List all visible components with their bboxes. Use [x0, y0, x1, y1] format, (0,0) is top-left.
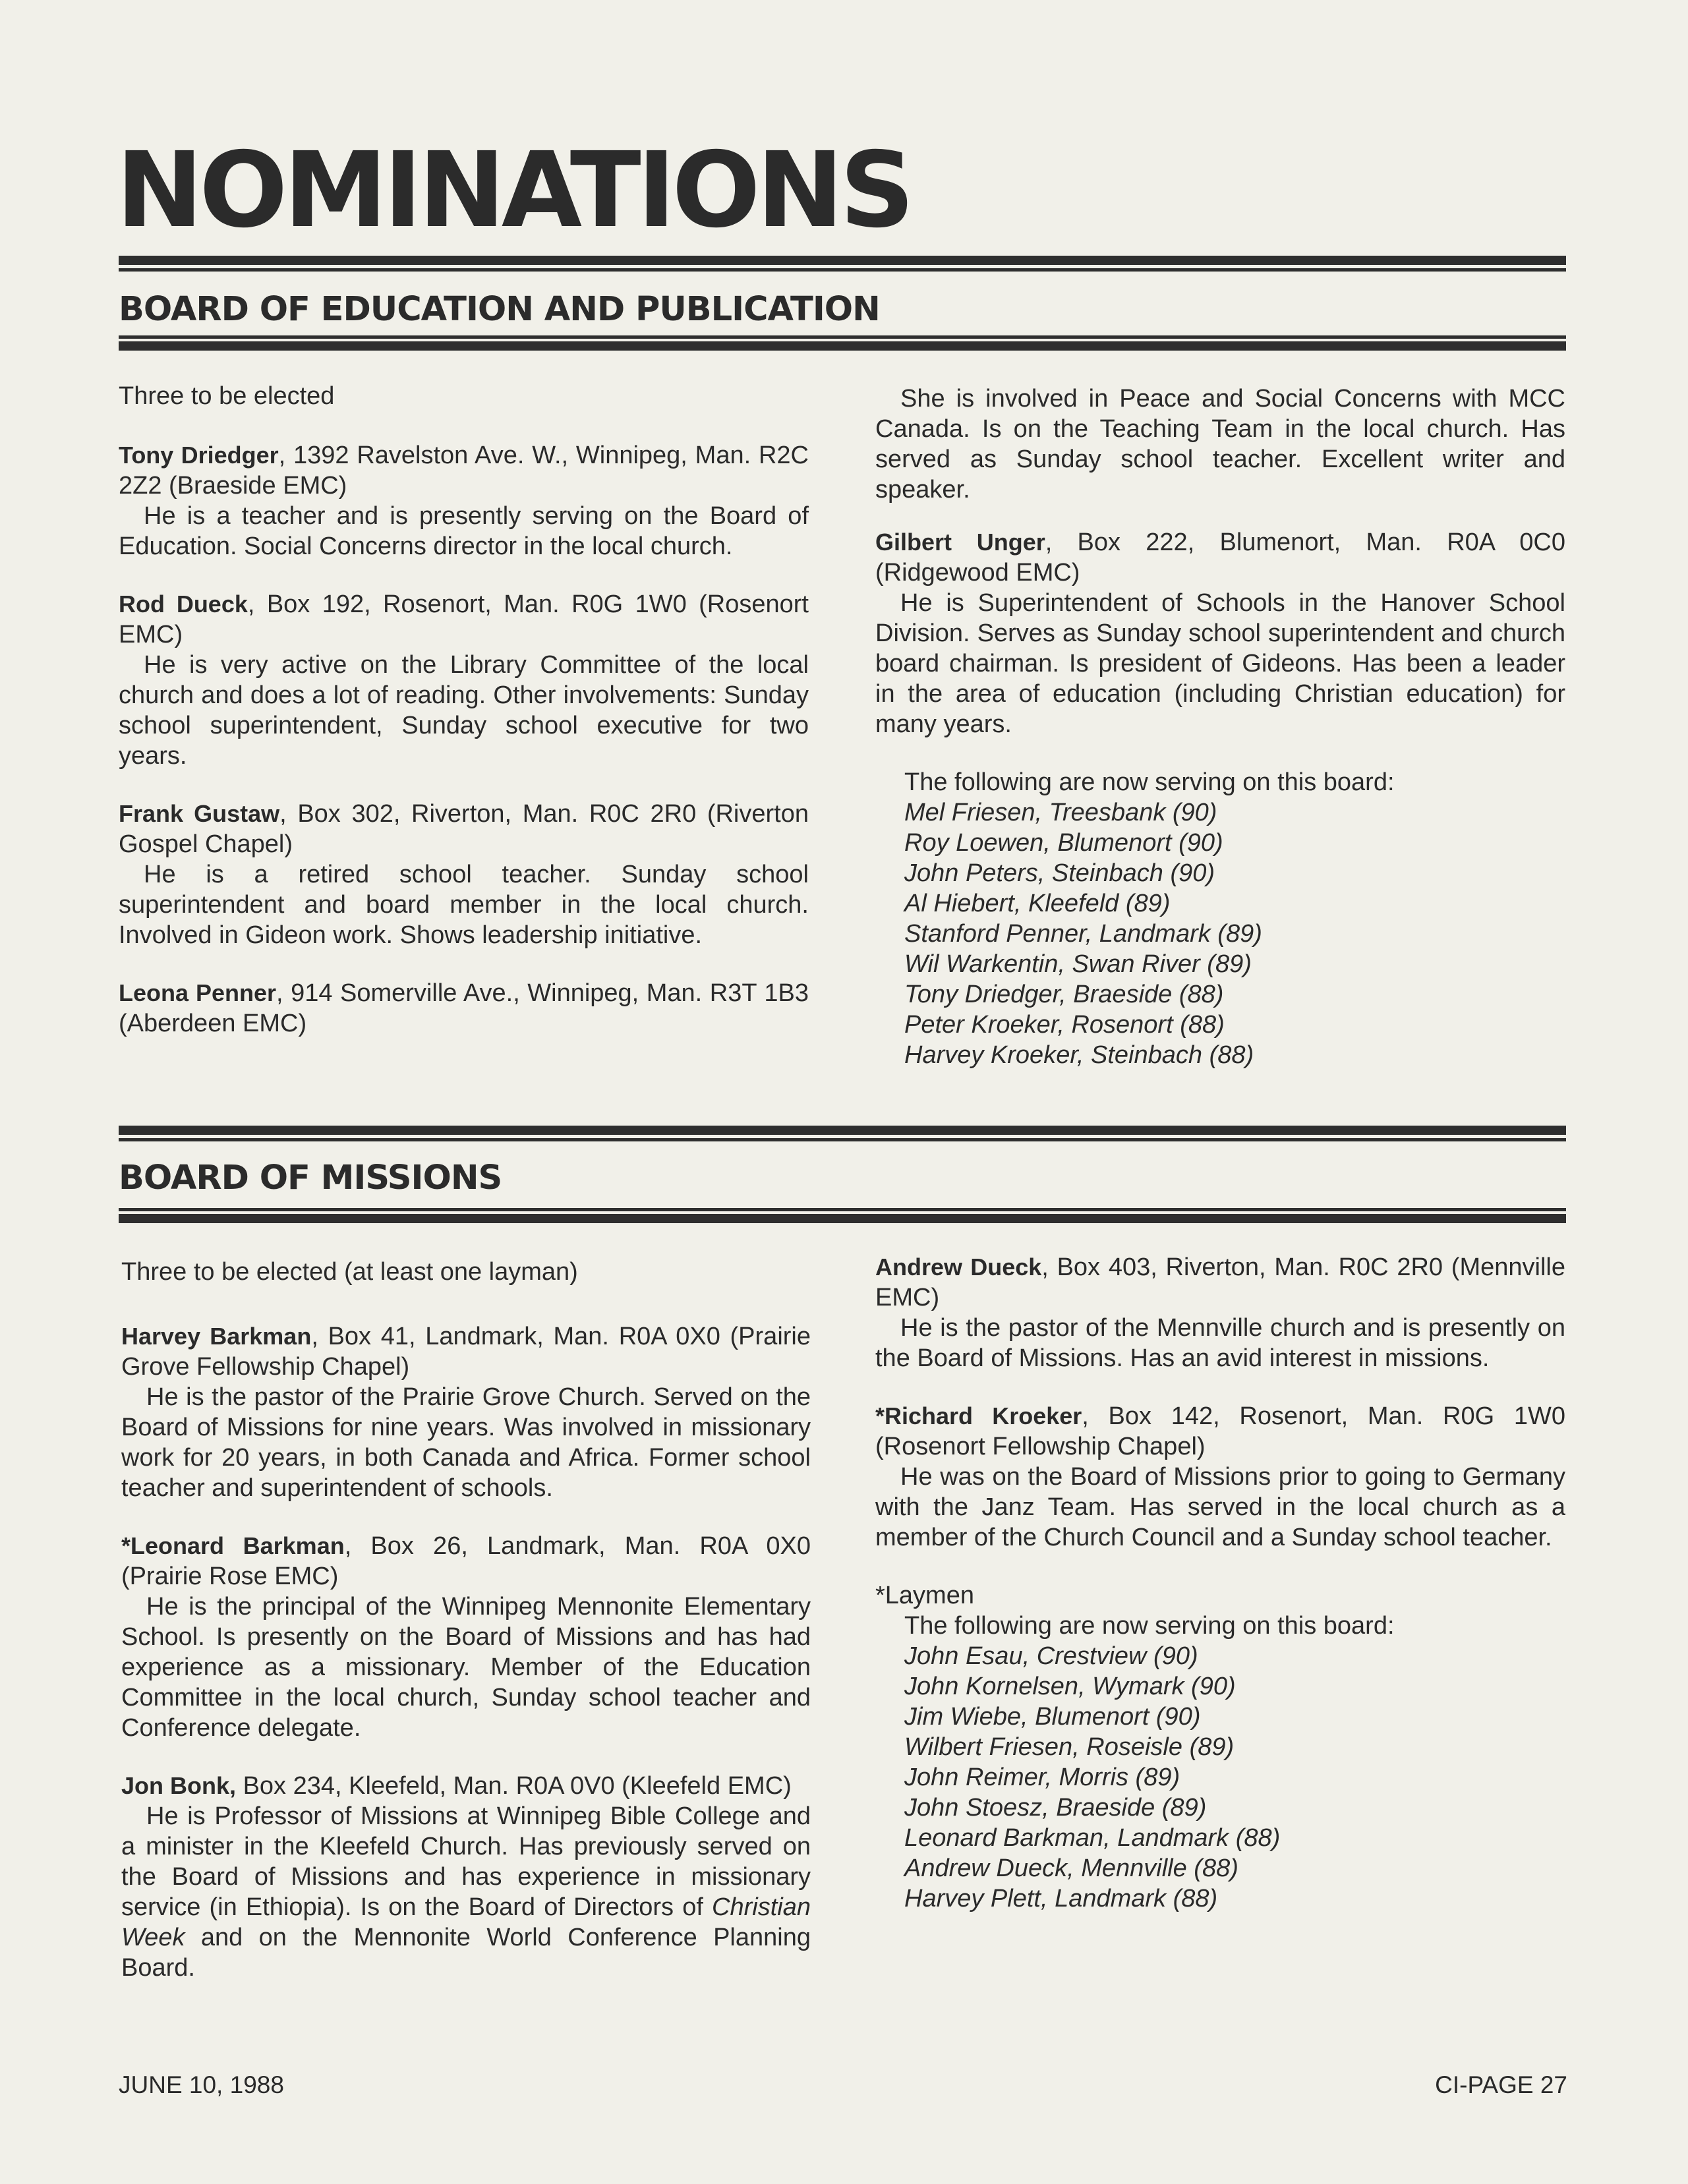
nominee-description: He is the principal of the Winnipeg Mennonite Elementary School. Is presently on the Board of Missions and has had experience as a missionary. Member of the Education Committee in the local church, Sunday school teacher and Conference delegate. — [121, 1593, 811, 1742]
nominee-name: Jon Bonk, — [121, 1772, 237, 1799]
serving-member: Harvey Kroeker, Steinbach (88) — [904, 1041, 1254, 1069]
nominee-description: He was on the Board of Missions prior to going to Germany with the Janz Team. Has served in the local church as a member of the Church Council and a Sunday school teacher. — [875, 1463, 1565, 1551]
serving-member: Peter Kroeker, Rosenort (88) — [904, 1011, 1225, 1039]
footer-page-number: CI-PAGE 27 — [1435, 2071, 1567, 2098]
nominee-address: , 1392 Ravelston Ave. W., Winnipeg, Man. R2C 2Z2 (Braeside EMC) — [119, 442, 809, 500]
rule-education-thick — [119, 341, 1566, 351]
serving-member: John Peters, Steinbach (90) — [904, 859, 1215, 887]
missions-left-column — [121, 1257, 811, 2011]
nominee-address: , Box 192, Rosenort, Man. R0G 1W0 (Rosenort EMC) — [119, 590, 809, 648]
education-right-column — [875, 384, 1565, 1070]
serving-label: The following are now serving on this board: — [904, 768, 1395, 796]
nominee-entry — [875, 527, 1565, 739]
rule-missions-thick — [119, 1214, 1566, 1223]
laymen-note: *Laymen — [875, 1582, 974, 1609]
serving-member: Roy Loewen, Blumenort (90) — [904, 829, 1223, 857]
nominee-entry — [119, 799, 809, 950]
rule-missions-thick-top — [119, 1126, 1566, 1135]
education-left-column — [119, 381, 809, 1066]
nominee-address: , Box 26, Landmark, Man. R0A 0X0 (Prairie Rose EMC) — [121, 1532, 811, 1590]
serving-member: John Esau, Crestview (90) — [904, 1642, 1198, 1670]
nominee-entry-continued — [875, 384, 1565, 505]
nominee-name: Harvey Barkman — [121, 1323, 312, 1350]
nominee-description: She is involved in Peace and Social Concerns with MCC Canada. Is on the Teaching Team in the local church. Has served as Sunday school teacher. Excellent writer and speaker. — [875, 385, 1565, 503]
serving-list — [904, 1641, 1565, 1914]
nominee-address: , 914 Somerville Ave., Winnipeg, Man. R3T 1B3 (Aberdeen EMC) — [119, 979, 809, 1037]
serving-member: Tony Driedger, Braeside (88) — [904, 981, 1224, 1008]
footer-date: JUNE 10, 1988 — [119, 2071, 284, 2098]
nominee-description: He is the pastor of the Prairie Grove Church. Served on the Board of Missions for nine years. Was involved in missionary work for 20 years, in both Canada and Africa. Former school teacher and superintendent of schools. — [121, 1383, 811, 1502]
nominee-entry — [119, 440, 809, 561]
serving-member: Al Hiebert, Kleefeld (89) — [904, 890, 1171, 917]
serving-member: Harvey Plett, Landmark (88) — [904, 1885, 1218, 1912]
nominee-address: , Box 142, Rosenort, Man. R0G 1W0 (Rosenort Fellowship Chapel) — [875, 1402, 1565, 1460]
nominee-address: , Box 222, Blumenort, Man. R0A 0C0 (Ridgewood EMC) — [875, 529, 1566, 587]
nominee-description: He is a retired school teacher. Sunday school superintendent and board member in the local church. Involved in Gideon work. Shows leadership initiative. — [119, 861, 809, 949]
serving-label: The following are now serving on this board: — [904, 1612, 1395, 1640]
description-text: He is Professor of Missions at Winnipeg Bible College and a minister in the Kleefeld Church. Has previously served on the Board of Missions and has experience in missionary service (in Ethiopia). Is on the Board of Directors of — [121, 1802, 811, 1921]
nominee-name: *Richard Kroeker — [875, 1402, 1082, 1429]
nominee-name: Frank Gustaw — [119, 800, 280, 827]
nominee-entry — [875, 1401, 1565, 1553]
nominee-entry — [875, 1252, 1565, 1373]
nominee-entry — [121, 1321, 811, 1503]
nominee-entry — [119, 978, 809, 1039]
nominee-name: Andrew Dueck — [875, 1253, 1042, 1280]
page-title: NOMINATIONS — [116, 130, 911, 251]
nominee-address: , Box 41, Landmark, Man. R0A 0X0 (Prairie Grove Fellowship Chapel) — [121, 1323, 811, 1381]
section-heading-education: BOARD OF EDUCATION AND PUBLICATION — [119, 290, 880, 329]
missions-intro: Three to be elected (at least one layman) — [121, 1258, 578, 1286]
publication-title: Christian Week — [121, 1893, 811, 1951]
serving-members-missions — [875, 1611, 1565, 1914]
serving-list — [904, 797, 1565, 1070]
nominee-name: Tony Driedger — [119, 442, 279, 469]
serving-member: Leonard Barkman, Landmark (88) — [904, 1824, 1281, 1852]
rule-missions-thin — [119, 1208, 1566, 1211]
nominee-entry — [119, 589, 809, 771]
rule-top-thick — [119, 256, 1566, 265]
serving-member: Wilbert Friesen, Roseisle (89) — [904, 1733, 1235, 1761]
description-text: and on the Mennonite World Conference Planning Board. — [121, 1924, 811, 1982]
nominee-address: , Box 403, Riverton, Man. R0C 2R0 (Mennville EMC) — [875, 1253, 1565, 1311]
nominee-name: Rod Dueck — [119, 590, 248, 618]
nominee-address: , Box 302, Riverton, Man. R0C 2R0 (Riverton Gospel Chapel) — [119, 800, 809, 858]
education-intro: Three to be elected — [119, 382, 335, 410]
nominee-description: He is Superintendent of Schools in the Hanover School Division. Serves as Sunday school superintendent and church board chairman. Is president of Gideons. Has been a leader in the area of education (including Christian education) for many years. — [875, 589, 1565, 738]
rule-education-thin — [119, 335, 1566, 339]
serving-member: Stanford Penner, Landmark (89) — [904, 920, 1262, 948]
missions-right-column — [875, 1252, 1565, 1914]
serving-member: John Reimer, Morris (89) — [904, 1764, 1180, 1791]
nominee-description: He is the pastor of the Mennville church and is presently on the Board of Missions. Has an avid interest in missions. — [875, 1314, 1565, 1372]
nominee-name: Leona Penner — [119, 979, 277, 1006]
nominee-address: Box 234, Kleefeld, Man. R0A 0V0 (Kleefeld EMC) — [236, 1772, 792, 1800]
nominee-name: *Leonard Barkman — [121, 1532, 345, 1559]
serving-members-education — [875, 767, 1565, 1070]
serving-member: Jim Wiebe, Blumenort (90) — [904, 1703, 1201, 1731]
nominee-name: Gilbert Unger — [875, 529, 1045, 556]
rule-missions-thin-top — [119, 1138, 1566, 1141]
serving-member: John Kornelsen, Wymark (90) — [904, 1673, 1236, 1700]
serving-member: Wil Warkentin, Swan River (89) — [904, 950, 1252, 978]
serving-member: Andrew Dueck, Mennville (88) — [904, 1854, 1238, 1882]
nominee-description: He is very active on the Library Committee of the local church and does a lot of reading. Other involvements: Sunday school superintendent, Sunday school executive for two years. — [119, 651, 809, 770]
rule-top-thin — [119, 268, 1566, 272]
nominee-description: He is a teacher and is presently serving on the Board of Education. Social Concerns director in the local church. — [119, 502, 809, 560]
nominee-description — [121, 1801, 811, 1983]
section-heading-missions: BOARD OF MISSIONS — [119, 1159, 502, 1197]
serving-member: John Stoesz, Braeside (89) — [904, 1794, 1207, 1822]
serving-member: Mel Friesen, Treesbank (90) — [904, 799, 1217, 826]
nominee-entry — [121, 1531, 811, 1743]
nominee-entry — [121, 1771, 811, 1983]
